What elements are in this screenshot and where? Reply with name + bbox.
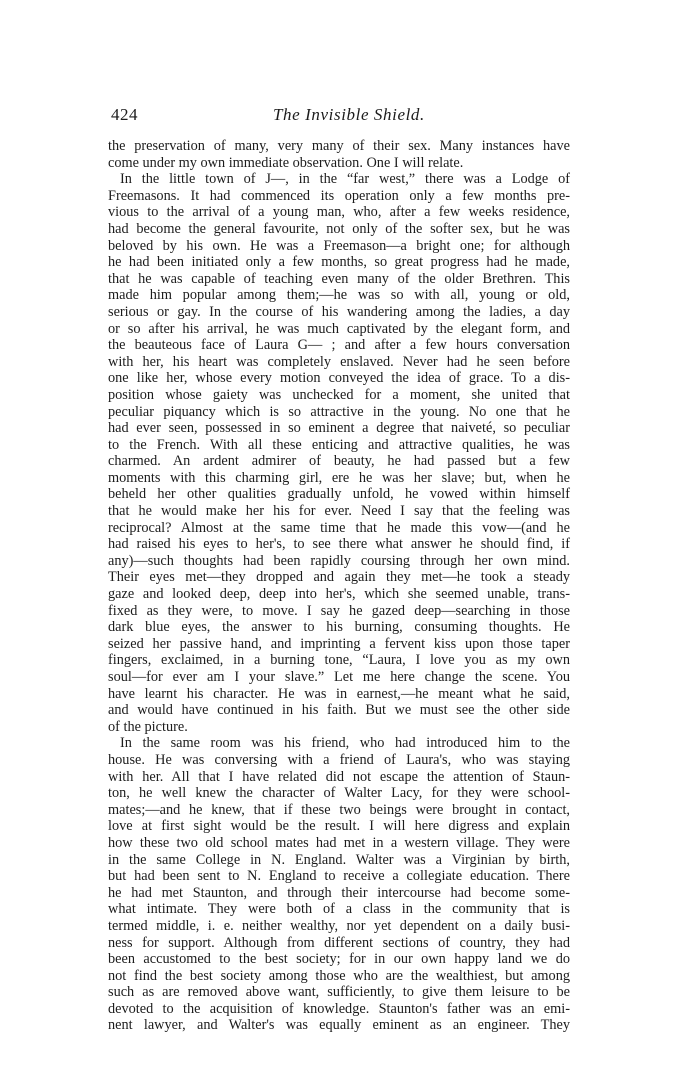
body-text	[108, 138, 570, 1034]
text-line: mates;—and he knew, that if these two beings were brought in contact,	[108, 801, 570, 818]
text-line: dark blue eyes, the answer to his burning, consuming thoughts. He	[108, 619, 570, 636]
text-line: moments with this charming girl, ere he was her slave; but, when he	[108, 469, 570, 486]
text-line: soul—for ever am I your slave.” Let me here change the scene. You	[108, 669, 570, 685]
text-line: serious or gay. In the course of his wandering among the ladies, a day	[108, 303, 570, 320]
text-line: nent lawyer, and Walter's was equally eminent as an engineer. They	[108, 1017, 570, 1034]
text-line: Their eyes met—they dropped and again they met—he took a steady	[108, 569, 570, 586]
text-line: fixed as they were, to move. I say he gazed deep—searching in those	[108, 602, 570, 619]
text-line: any)—such thoughts had been rapidly coursing through her own mind.	[108, 552, 570, 569]
text-line: in the same College in N. England. Walter was a Virginian by birth,	[108, 851, 570, 868]
text-line: what intimate. They were both of a class in the community that is	[108, 901, 570, 918]
text-line: one like her, whose every motion conveyed the idea of grace. To a dis-	[108, 370, 570, 387]
text-line: not find the best society among those who are the wealthiest, but among	[108, 967, 570, 984]
text-line: seized her passive hand, and imprinting a fervent kiss upon those taper	[108, 635, 570, 652]
text-line: love at first sight would be the result. I will here digress and explain	[108, 818, 570, 835]
text-line: how these two old school mates had met in a western village. They were	[108, 834, 570, 851]
text-line: that he would make her his for ever. Need I say that the feeling was	[108, 503, 570, 520]
text-line: gaze and looked deep, deep into her's, which she seemed unable, trans-	[108, 586, 570, 603]
text-line: had raised his eyes to her's, to see there what answer he should find, if	[108, 536, 570, 553]
text-line: the beauteous face of Laura G— ; and after a few hours conversation	[108, 337, 570, 354]
text-line: the preservation of many, very many of their sex. Many instances have	[108, 138, 570, 154]
text-line: come under my own immediate observation. One I will relate.	[108, 154, 464, 171]
text-line: to the French. With all these enticing and attractive qualities, he was	[108, 436, 570, 453]
text-line: house. He was conversing with a friend of Laura's, who was staying	[108, 751, 570, 768]
text-line: ton, he well knew the character of Walter Lacy, for they were school-	[108, 785, 570, 802]
text-line: In the little town of J—, in the “far west,” there was a Lodge of	[120, 171, 570, 188]
text-line: he had been initiated only a few months, so great progress had he made,	[108, 254, 570, 271]
page-header	[111, 105, 567, 129]
text-line: beloved by his own. He was a Freemason—a bright one; for although	[108, 237, 570, 254]
text-line: In the same room was his friend, who had introduced him to the	[120, 735, 570, 752]
text-line: made him popular among them;—he was so with all, young or old,	[108, 287, 570, 304]
text-line: been accustomed to the best society; for in our own happy land we do	[108, 951, 570, 968]
text-line: fingers, exclaimed, in a burning tone, “Laura, I love you as my own	[108, 652, 570, 669]
text-line: charmed. An ardent admirer of beauty, he had passed but a few	[108, 453, 570, 470]
text-line: that he was capable of teaching even many of the older Brethren. This	[108, 270, 570, 287]
text-line: vious to the arrival of a young man, who, after a few weeks residence,	[108, 204, 570, 221]
text-line: with her, his heart was completely enslaved. Never had he seen before	[108, 353, 570, 370]
running-title: The Invisible Shield.	[273, 105, 425, 124]
text-line: of the picture.	[108, 718, 188, 735]
text-line: Freemasons. It had commenced its operation only a few months pre-	[108, 187, 570, 204]
text-line: had ever seen, possessed in so eminent a degree that naiveté, so peculiar	[108, 420, 570, 437]
text-line: devoted to the acquisition of knowledge. Staunton's father was an emi-	[108, 1000, 570, 1017]
text-line: he had met Staunton, and through their intercourse had become some-	[108, 884, 570, 901]
text-line: reciprocal? Almost at the same time that he made this vow—(and he	[108, 519, 570, 536]
text-line: or so after his arrival, he was much captivated by the elegant form, and	[108, 320, 570, 337]
text-line: have learnt his character. He was in earnest,—he meant what he said,	[108, 685, 570, 702]
text-line: peculiar piquancy which is so attractive in the young. No one that he	[108, 403, 570, 420]
text-line: but had been sent to N. England to receive a collegiate education. There	[108, 868, 570, 885]
text-line: such as are removed above want, sufficiently, to give them leisure to be	[108, 984, 570, 1001]
text-line: with her. All that I have related did not escape the attention of Staun-	[108, 768, 570, 785]
text-line: and would have continued in his faith. But we must see the other side	[108, 702, 570, 719]
text-line: position whose gaiety was unchecked for a moment, she united that	[108, 386, 570, 403]
text-line: ness for support. Although from different sections of country, they had	[108, 934, 570, 951]
page-number: 424	[111, 105, 138, 124]
text-line: termed middle, i. e. neither wealthy, nor yet dependent on a daily busi-	[108, 917, 570, 934]
text-line: beheld her other qualities gradually unfold, he vowed within himself	[108, 486, 570, 503]
text-line: had become the general favourite, not only of the softer sex, but he was	[108, 220, 570, 237]
